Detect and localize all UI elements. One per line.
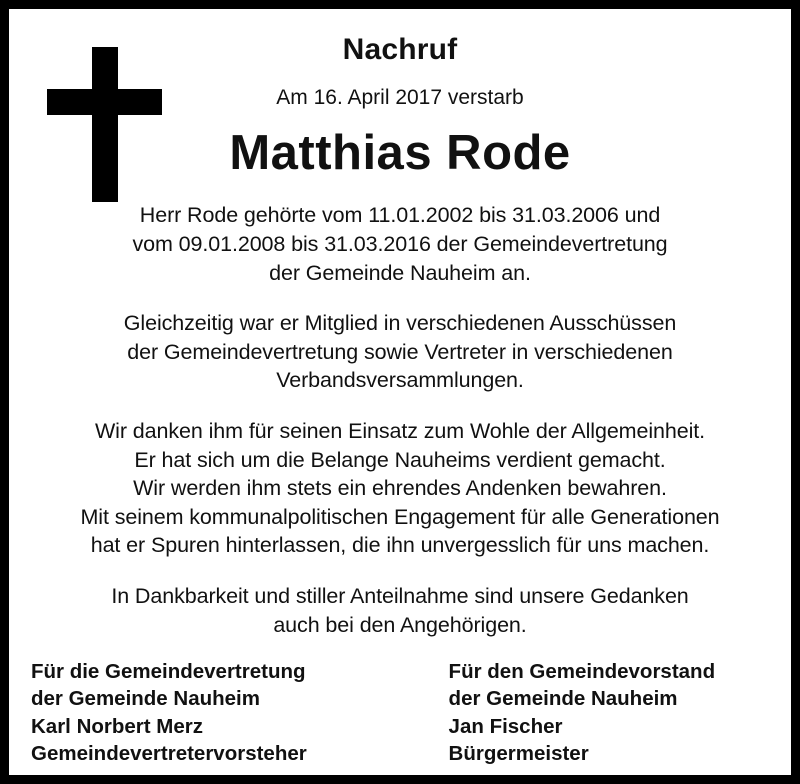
paragraph-3	[31, 417, 769, 560]
signature-left-line-4: Gemeindevertretervorsteher	[31, 741, 307, 765]
paragraph-1-line-3: der Gemeinde Nauheim an.	[269, 260, 531, 285]
signature-right-line-1: Für den Gemeindevorstand	[448, 660, 716, 683]
paragraph-3-line-1: Wir danken ihm für seinen Einsatz zum Wohle der Allgemeinheit.	[94, 419, 706, 443]
paragraph-4-line-1: In Dankbarkeit und stiller Anteilnahme sind unsere Gedanken	[111, 583, 689, 608]
signature-right-line-2: der Gemeinde Nauheim	[448, 687, 678, 711]
paragraph-2-line-3: Verbandsversammlungen.	[276, 368, 524, 393]
paragraph-3-line-2: Er hat sich um die Belange Nauheims verdient gemacht.	[134, 447, 666, 472]
cross-vertical-bar	[92, 47, 118, 202]
paragraph-1-line-2: vom 09.01.2008 bis 31.03.2016 der Gemeindevertretung	[132, 232, 668, 257]
page-title: Nachruf	[342, 33, 458, 66]
cross-horizontal-bar	[47, 89, 162, 115]
signature-right-line-4: Bürgermeister	[448, 741, 589, 765]
signature-left-line-1: Für die Gemeindevertretung	[31, 660, 306, 683]
paragraph-3-line-5: hat er Spuren hinterlassen, die ihn unvergesslich für uns machen.	[90, 533, 710, 558]
signature-right	[449, 658, 769, 767]
notice-inner	[9, 9, 791, 775]
signature-left	[31, 658, 449, 767]
paragraph-2-line-1: Gleichzeitig war er Mitglied in verschiedenen Ausschüssen	[123, 311, 677, 336]
signature-left-line-3: Karl Norbert Merz	[31, 714, 204, 738]
death-date-line: Am 16. April 2017 verstarb	[276, 86, 524, 109]
signature-right-line-3: Jan Fischer	[448, 714, 563, 738]
cross-icon	[47, 47, 162, 202]
paragraph-4	[31, 582, 769, 639]
paragraph-3-line-3: Wir werden ihm stets ein ehrendes Andenken bewahren.	[133, 476, 667, 501]
deceased-name: Matthias Rode	[229, 126, 571, 180]
paragraph-1	[31, 201, 769, 287]
paragraph-4-line-2: auch bei den Angehörigen.	[273, 612, 527, 637]
paragraph-2	[31, 309, 769, 395]
paragraph-3-line-4: Mit seinem kommunalpolitischen Engagement für alle Generationen	[80, 504, 720, 529]
paragraph-1-line-1: Herr Rode gehörte vom 11.01.2002 bis 31.03.2006 und	[139, 203, 661, 228]
signature-block	[31, 658, 769, 767]
signature-left-line-2: der Gemeinde Nauheim	[31, 687, 260, 711]
paragraph-2-line-2: der Gemeindevertretung sowie Vertreter in verschiedenen	[127, 339, 673, 364]
